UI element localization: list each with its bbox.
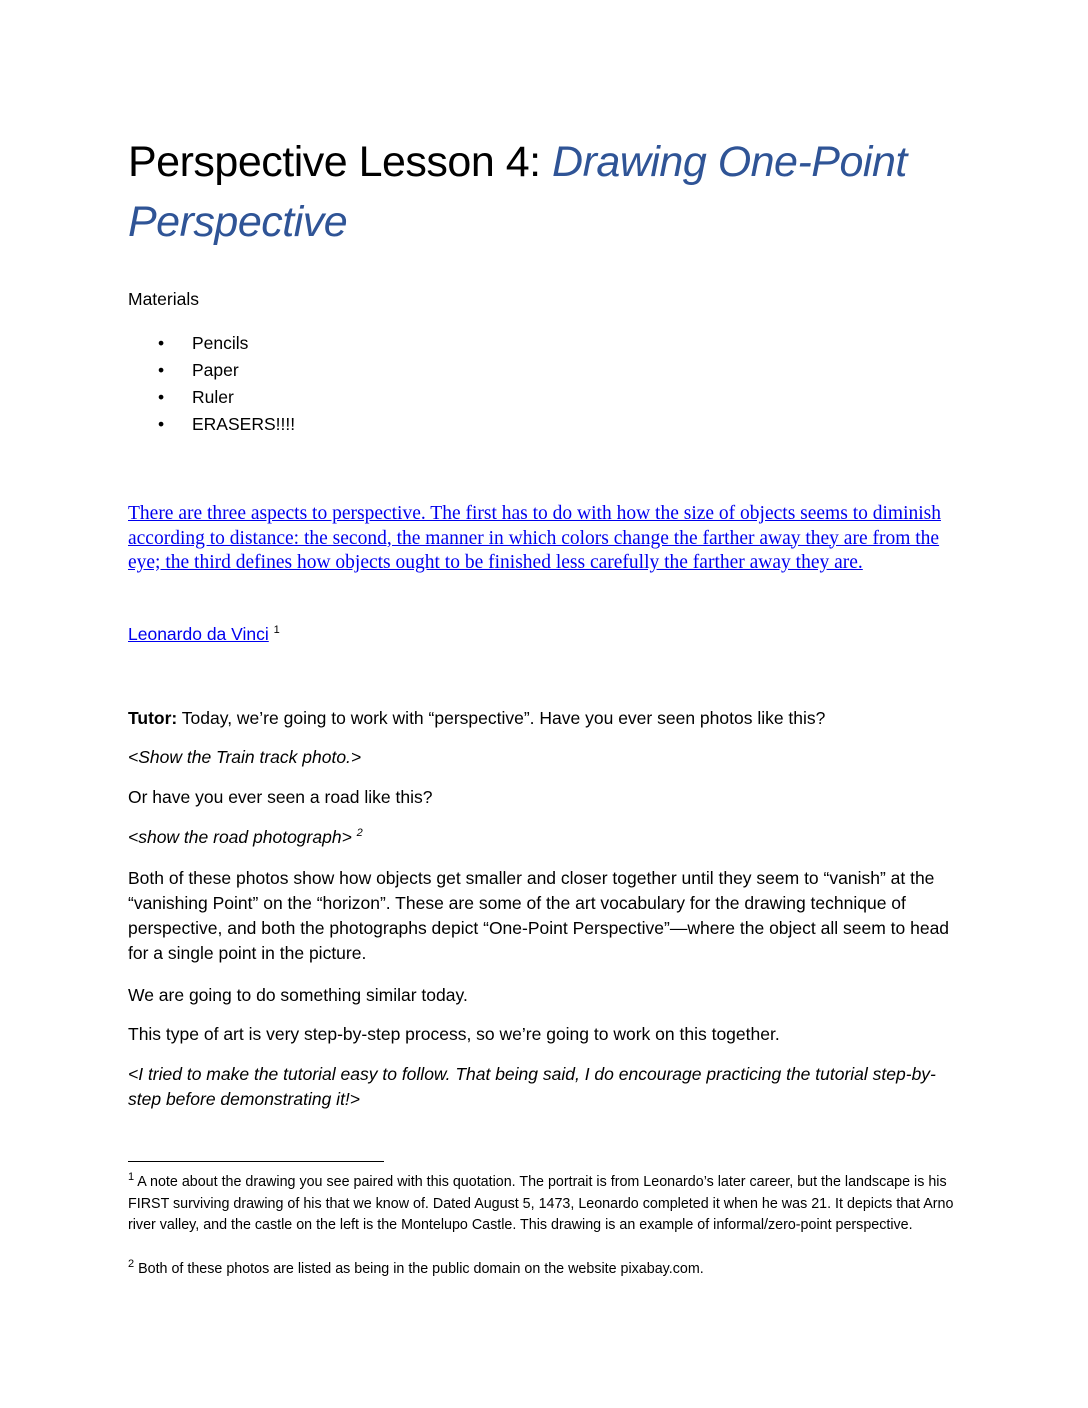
show-train-note: <Show the Train track photo.> bbox=[128, 747, 362, 767]
show-road-note bbox=[128, 825, 968, 850]
quote-link[interactable]: There are three aspects to perspective. The first has to do with how the size of objects seems to diminish according to distance: the second, the manner in which colors change the farther away they are from the eye; the third defines how objects ought to be finished less carefully the farther away they are. bbox=[128, 503, 941, 573]
author-link[interactable]: Leonardo da Vinci bbox=[128, 624, 269, 644]
footnote-ref-1[interactable]: 1 bbox=[273, 624, 280, 637]
materials-heading: Materials bbox=[128, 289, 199, 309]
footnote-text-2: Both of these photos are listed as being in the public domain on the website pixabay.com. bbox=[134, 1261, 704, 1277]
footnote-1 bbox=[128, 1172, 968, 1237]
bullet-icon: • bbox=[158, 414, 165, 434]
bullet-icon: • bbox=[158, 333, 165, 353]
list-item-label: Paper bbox=[192, 360, 239, 380]
footnote-text-1: A note about the drawing you see paired with this quotation. The portrait is from Leonardo’s later career, but the landscape is his FIRST surviving drawing of his that we know of. Dated August 5, 1473, Leonardo completed it when he was 21. It depicts that Arno river valley, and the castle on the left is the Montelupo Castle. This drawing is an example of informal/zero-point perspective. bbox=[128, 1174, 954, 1233]
bullet-icon: • bbox=[158, 387, 165, 407]
list-item-label: Pencils bbox=[192, 333, 249, 353]
footnote-mark-1: 1 bbox=[128, 1171, 135, 1184]
title-main: Perspective Lesson 4: bbox=[128, 138, 553, 186]
step-by-step: This type of art is very step-by-step process, so we’re going to work on this together. bbox=[128, 1024, 780, 1044]
tutor-label: Tutor: bbox=[128, 708, 178, 728]
list-item-label: ERASERS!!!! bbox=[192, 414, 296, 434]
tutorial-note: <I tried to make the tutorial easy to follow. That being said, I do encourage practicing the tutorial step-by-step before demonstrating it!> bbox=[128, 1064, 936, 1109]
similar-today: We are going to do something similar today. bbox=[128, 985, 468, 1005]
title-subtitle: Drawing One-Point Perspective bbox=[128, 138, 907, 246]
list-item bbox=[128, 411, 295, 438]
quote-attribution bbox=[128, 624, 280, 645]
tutor-text: Today, we’re going to work with “perspective”. Have you ever seen photos like this? bbox=[177, 708, 826, 728]
tutor-intro bbox=[128, 706, 968, 731]
footnote-separator bbox=[128, 1161, 384, 1162]
list-item bbox=[128, 384, 295, 411]
show-road-text: <show the road photograph> bbox=[128, 827, 352, 847]
page-title bbox=[128, 132, 968, 252]
list-item bbox=[128, 330, 295, 357]
list-item bbox=[128, 357, 295, 384]
bullet-icon: • bbox=[158, 360, 165, 380]
list-item-label: Ruler bbox=[192, 387, 234, 407]
footnote-mark-2: 2 bbox=[128, 1258, 135, 1271]
vanish-paragraph: Both of these photos show how objects get smaller and closer together until they seem to “vanish” at the “vanishing Point” on the “horizon”. These are some of the art vocabulary for the drawing technique of perspective, and both the photographs depict “One-Point Perspective”—where the object all seem to head for a single point in the picture. bbox=[128, 868, 950, 963]
footnote-2 bbox=[128, 1259, 968, 1281]
road-question: Or have you ever seen a road like this? bbox=[128, 787, 433, 807]
materials-list bbox=[128, 330, 295, 438]
footnote-ref-2[interactable]: 2 bbox=[356, 827, 363, 840]
